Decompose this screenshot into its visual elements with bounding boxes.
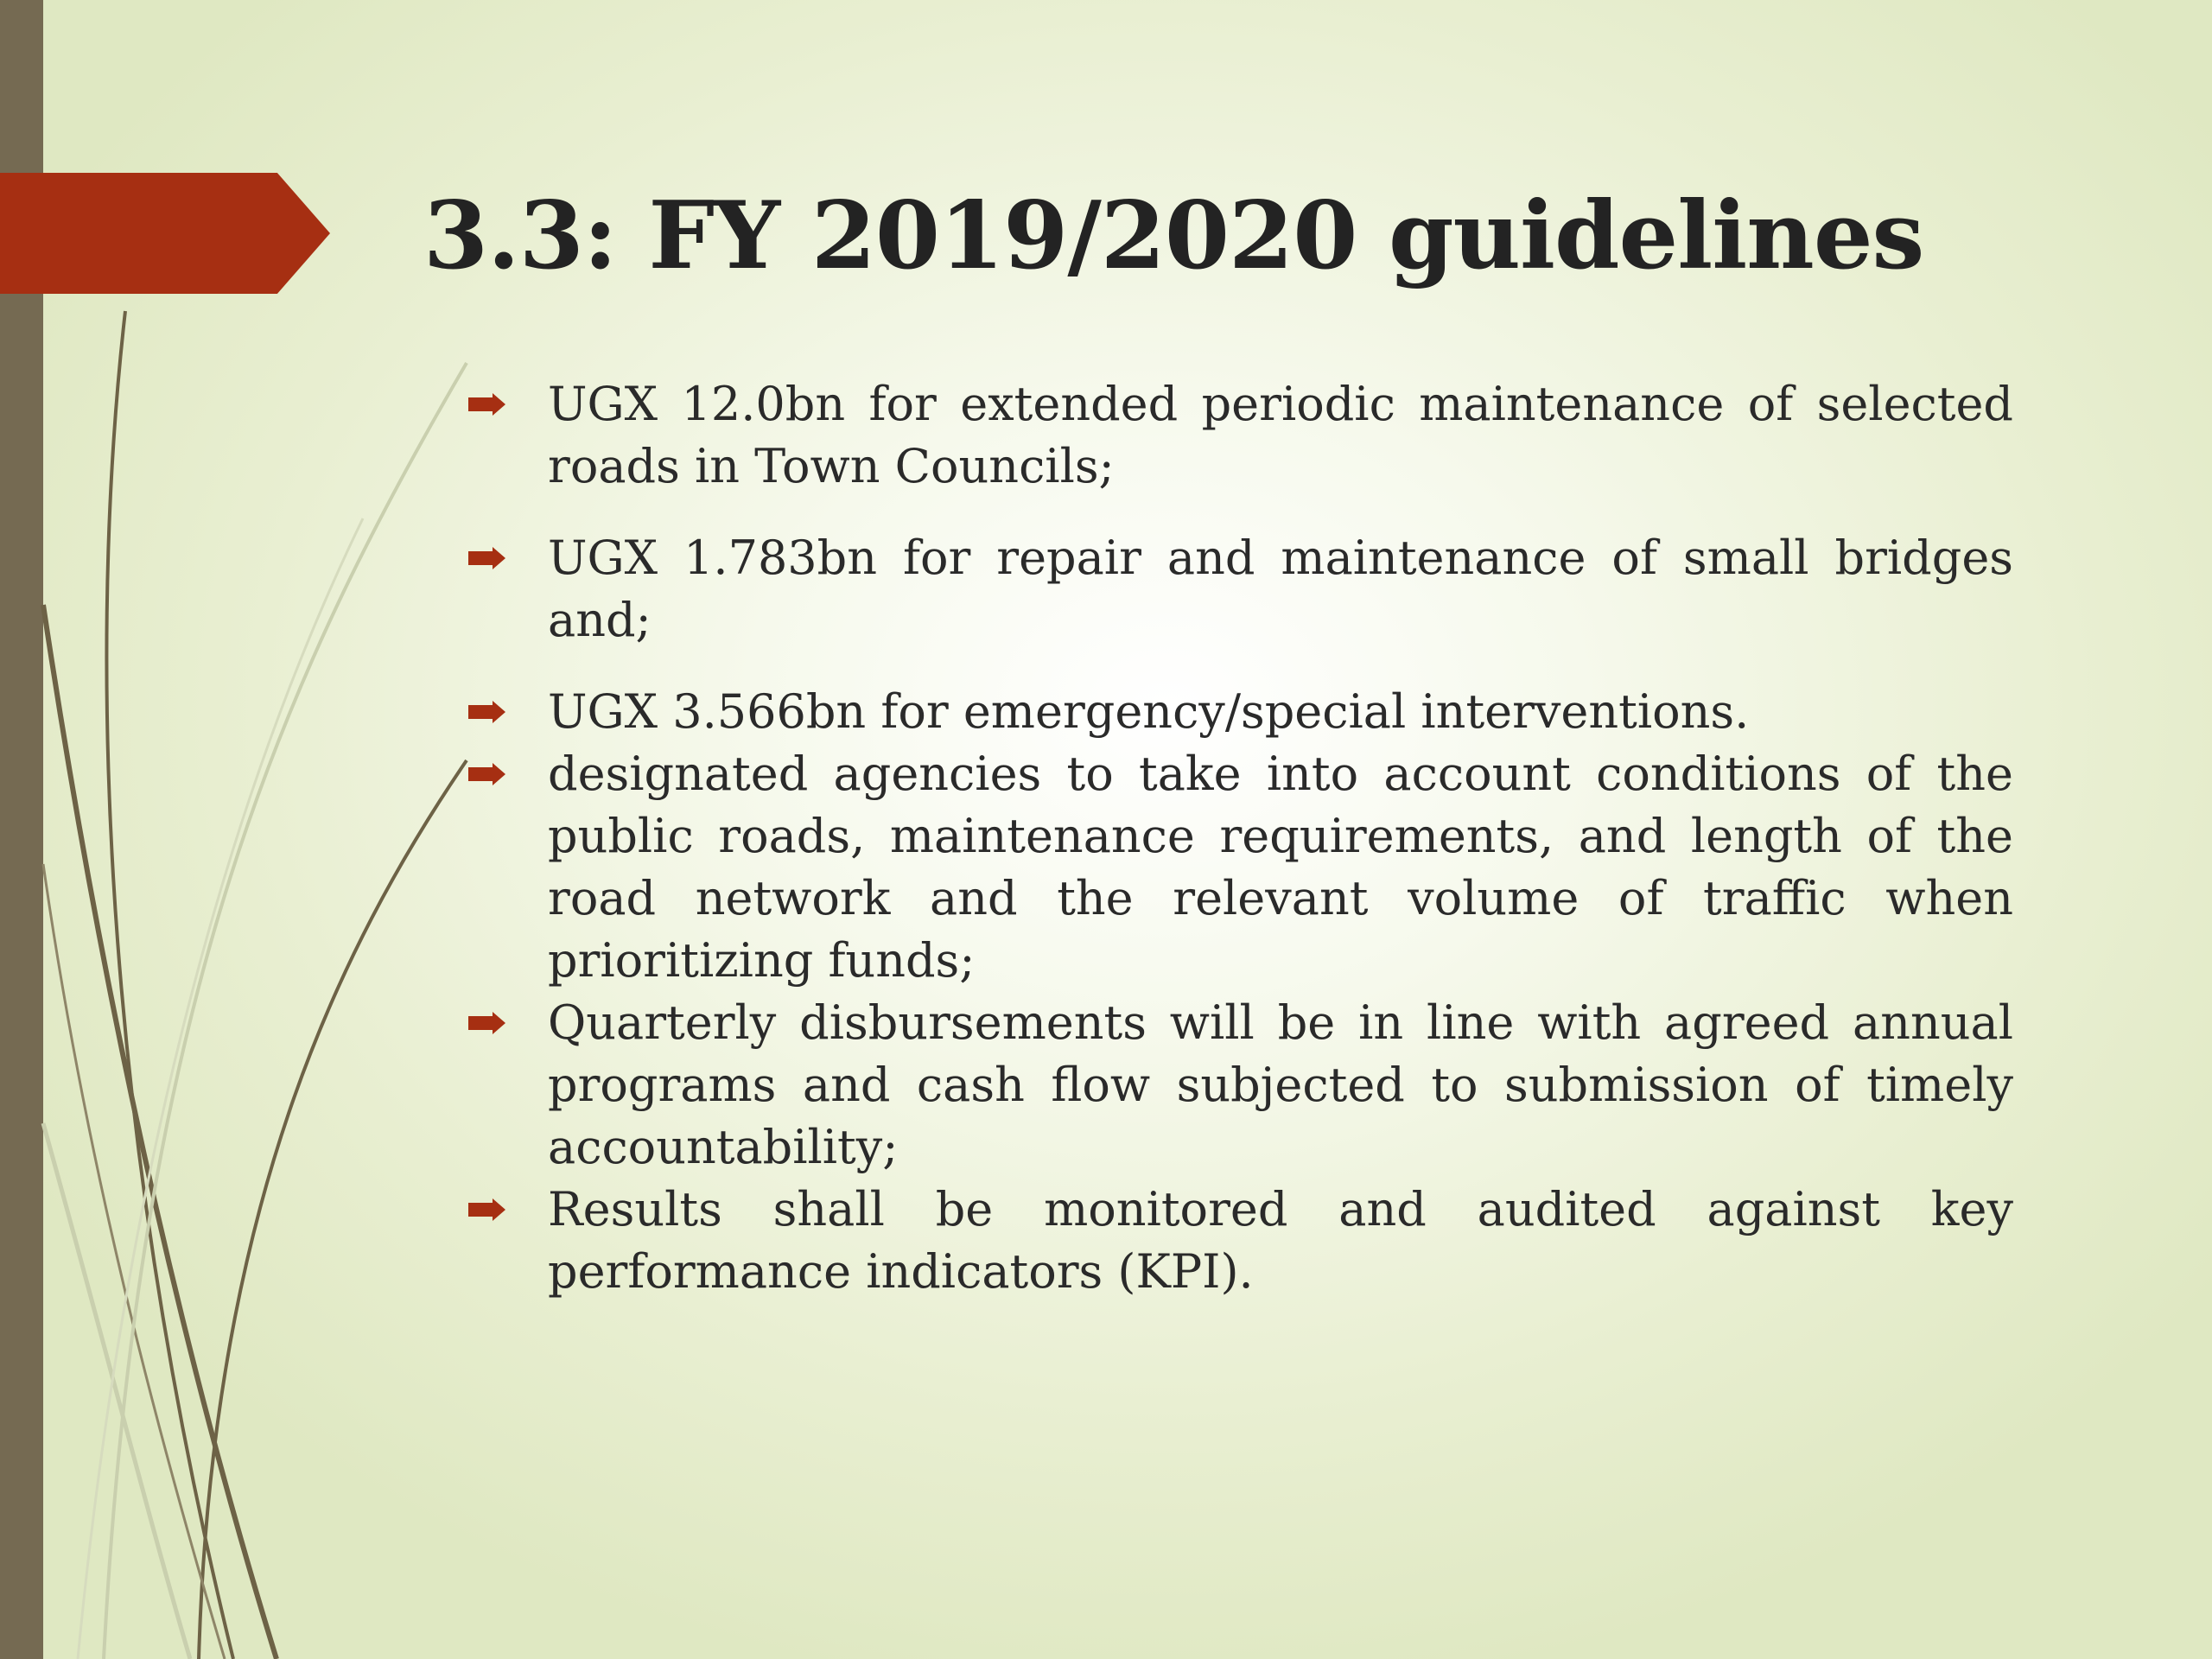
bullet-text: Quarterly disbursements will be in line with agreed annual programs and cash flow subjected to submission of timely accountability; (548, 995, 2013, 1174)
bullet-text: UGX 3.566bn for emergency/special interventions. (548, 684, 1750, 739)
list-item (467, 743, 2013, 992)
bullet-text: Results shall be monitored and audited against key performance indicators (KPI). (548, 1182, 2013, 1299)
arrow-bullet-icon (467, 392, 506, 416)
bullet-text: UGX 1.783bn for repair and maintenance of small bridges and; (548, 531, 2013, 647)
list-item (467, 373, 2013, 498)
arrow-bullet-icon (467, 546, 506, 570)
bullet-text: designated agencies to take into account conditions of the public roads, maintenance requirements, and length of the road network and the relevant volume of traffic when prioritizing funds; (548, 747, 2013, 988)
arrow-bullet-icon (467, 1198, 506, 1222)
slide-title: 3.3: FY 2019/2020 guidelines (423, 181, 1924, 290)
arrow-bullet-icon (467, 762, 506, 786)
bullet-text: UGX 12.0bn for extended periodic maintenance of selected roads in Town Councils; (548, 377, 2013, 493)
arrow-bullet-icon (467, 1011, 506, 1035)
list-item (467, 992, 2013, 1179)
arrow-bullet-icon (467, 700, 506, 724)
title-arrow-banner (0, 173, 330, 294)
list-item (467, 681, 2013, 743)
list-item (467, 527, 2013, 652)
bullet-list (467, 373, 2013, 1303)
list-item (467, 1179, 2013, 1303)
